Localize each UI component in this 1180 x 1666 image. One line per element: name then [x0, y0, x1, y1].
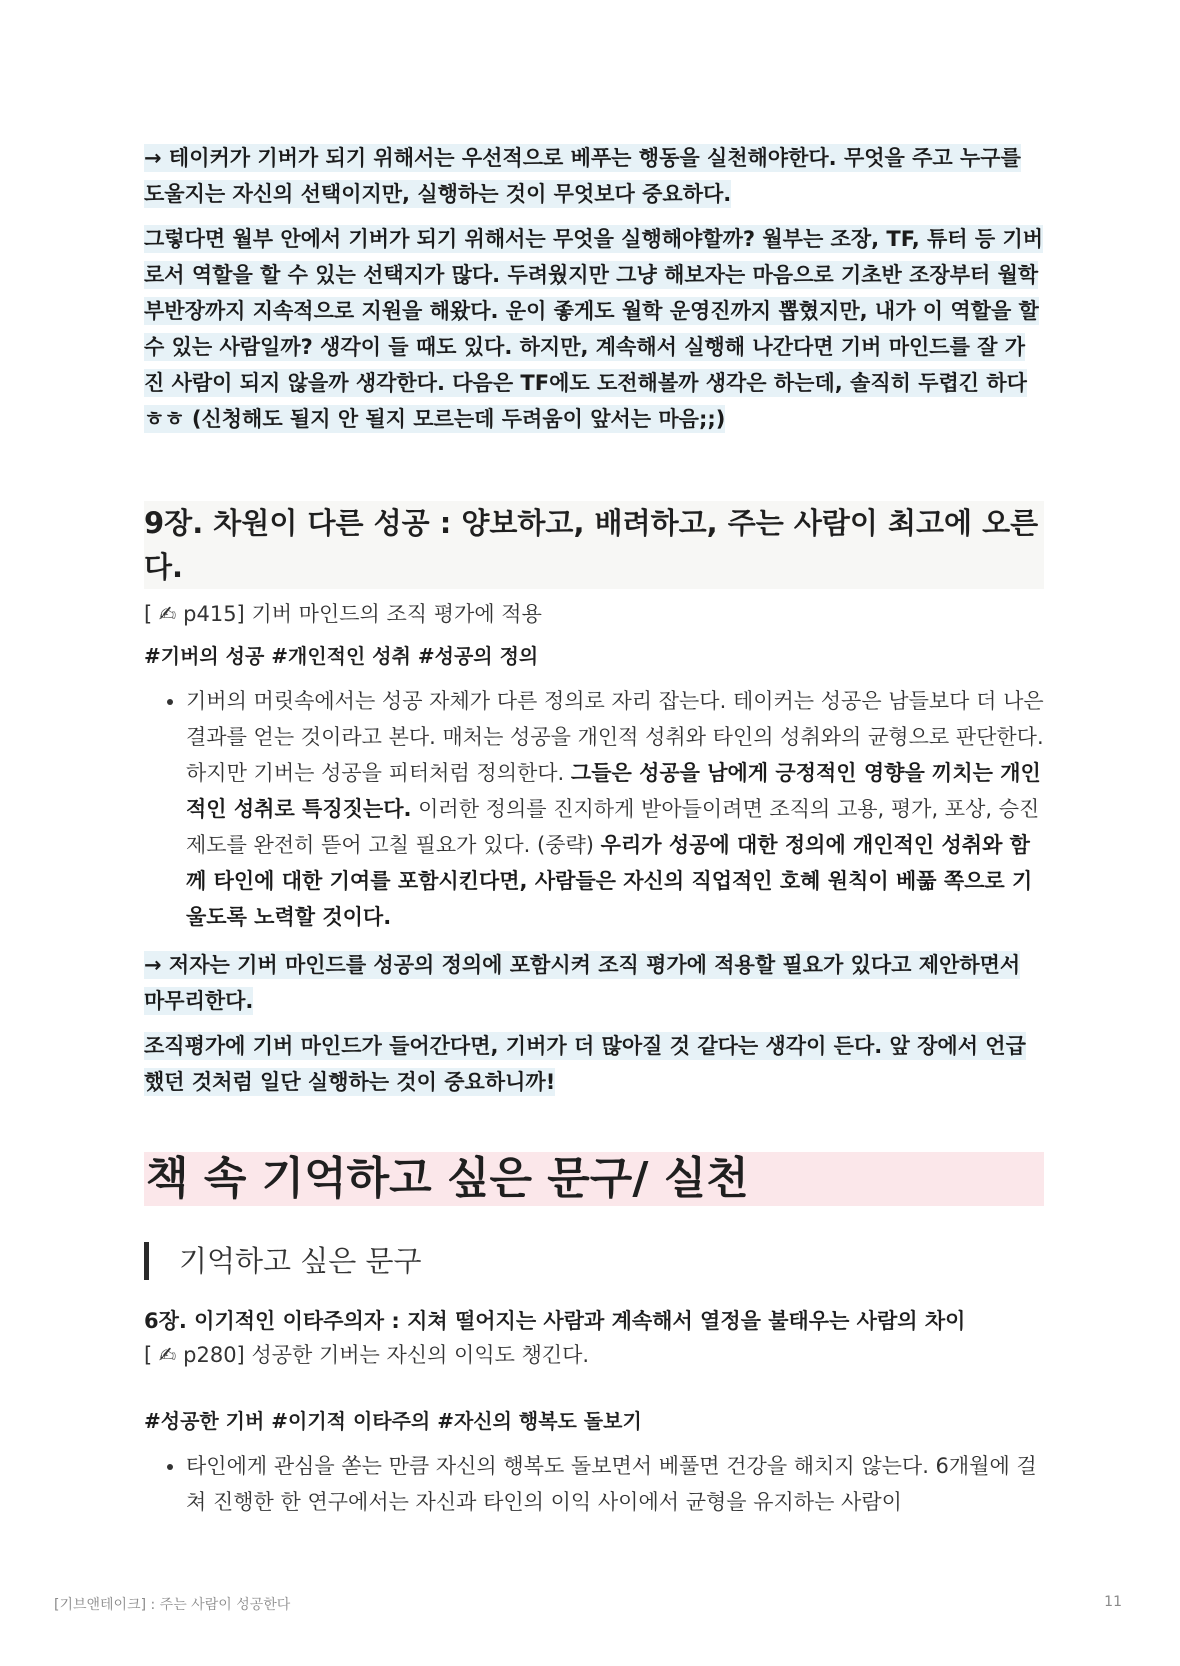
- reference-text: 기버 마인드의 조직 평가에 적용: [251, 602, 542, 626]
- list-item: [186, 683, 1044, 935]
- hashtags: #성공한 기버 #이기적 이타주의 #자신의 행복도 돌보기: [144, 1409, 642, 1433]
- highlighted-text: 조직평가에 기버 마인드가 들어간다면, 기버가 더 많아질 것 같다는 생각이 든다. 앞 장에서 언급했던 것처럼 일단 실행하는 것이 중요하니까!: [144, 1034, 1026, 1094]
- bullet-text: 기버의 머릿속에서는 성공 자체가 다른 정의로 자리 잡는다. 테이커는 성공은 남들보다 더 나은 결과를 얻는 것이라고 본다. 매처는 성공을 개인적 성취와 타인의 성취와의 균형으로 판단한다. 하지만 기버는 성공을 피터처럼 정의한다.: [186, 689, 1044, 785]
- bullet-bold-text: 그들은 성공을 남에게 긍정적인 영향을 끼치는 개인적인 성취로 특징짓는다.: [186, 761, 1041, 821]
- bullet-list: [144, 1448, 1044, 1520]
- paragraph: [144, 140, 1044, 212]
- page-reference: [144, 1338, 1044, 1372]
- chapter-subtitle: 6장. 이기적인 이타주의자 : 지쳐 떨어지는 사람과 계속해서 열정을 불태우는 사람의 차이: [144, 1309, 966, 1333]
- section-heading: 책 속 기억하고 싶은 문구/ 실천: [144, 1152, 1044, 1206]
- bullet-text: 이러한 정의를 진지하게 받아들이려면 조직의 고용, 평가, 포상, 승진 제도를 완전히 뜯어 고칠 필요가 있다. (중략): [186, 797, 1040, 857]
- reference-text: 성공한 기버는 자신의 이익도 챙긴다.: [251, 1343, 590, 1367]
- highlighted-text: 그렇다면 월부 안에서 기버가 되기 위해서는 무엇을 실행해야할까? 월부는 조장, TF, 튜터 등 기버로서 역할을 할 수 있는 선택지가 많다. 두려웠지만 그냥 해보자는 마음으로 기초반 조장부터 월학 부반장까지 지속적으로 지원을 해왔다. 운이 좋게도 월학 운영진까지 뽑혔지만, 내가 이 역할을 할 수 있는 사람일까? 생각이 들 때도 있다. 하지만, 계속해서 실행해 나간다면 기버 마인드를 잘 가진 사람이 되지 않을까 생각한다. 다음은 TF에도 도전해볼까 생각은 하는데, 솔직히 두렵긴 하다ㅎㅎ (신청해도 될지 안 될지 모르는데 두려움이 앞서는 마음;;): [144, 227, 1044, 431]
- bullet-bold-text: 우리가 성공에 대한 정의에 개인적인 성취와 함께 타인에 대한 기여를 포함시킨다면, 사람들은 자신의 직업적인 호혜 원칙이 베풂 쪽으로 기울도록 노력할 것이다.: [186, 833, 1033, 929]
- hashtags: #기버의 성공 #개인적인 성취 #성공의 정의: [144, 644, 539, 668]
- bullet-list: [144, 683, 1044, 935]
- chapter-heading: 9장. 차원이 다른 성공 : 양보하고, 배려하고, 주는 사람이 최고에 오른다.: [144, 501, 1044, 589]
- paragraph: [144, 1028, 1044, 1100]
- page-number: 11: [1104, 1594, 1122, 1610]
- highlighted-text: → 테이커가 기버가 되기 위해서는 우선적으로 베푸는 행동을 실천해야한다. 무엇을 주고 누구를 도울지는 자신의 선택이지만, 실행하는 것이 무엇보다 중요하다.: [144, 146, 1021, 206]
- footer-title: [기브앤테이크] : 주는 사람이 성공한다: [54, 1597, 291, 1613]
- list-item: • 타인에게 관심을 쏟는 만큼 자신의 행복도 돌보면서 베풀면 건강을 해치지 않는다. 6개월에 걸쳐 진행한 한 연구에서는 자신과 타인의 이익 사이에서 균형을 유지하는 사람이: [186, 1448, 1044, 1520]
- paragraph: [144, 947, 1044, 1019]
- document-body: [144, 140, 1044, 1520]
- page-reference: [144, 597, 1044, 631]
- quote-block: 기억하고 싶은 문구: [144, 1242, 1044, 1280]
- reference-prefix: [ ✍ p280]: [144, 1343, 245, 1367]
- highlighted-text: → 저자는 기버 마인드를 성공의 정의에 포함시켜 조직 평가에 적용할 필요가 있다고 제안하면서 마무리한다.: [144, 953, 1021, 1013]
- paragraph: [144, 221, 1044, 437]
- reference-prefix: [ ✍ p415]: [144, 602, 245, 626]
